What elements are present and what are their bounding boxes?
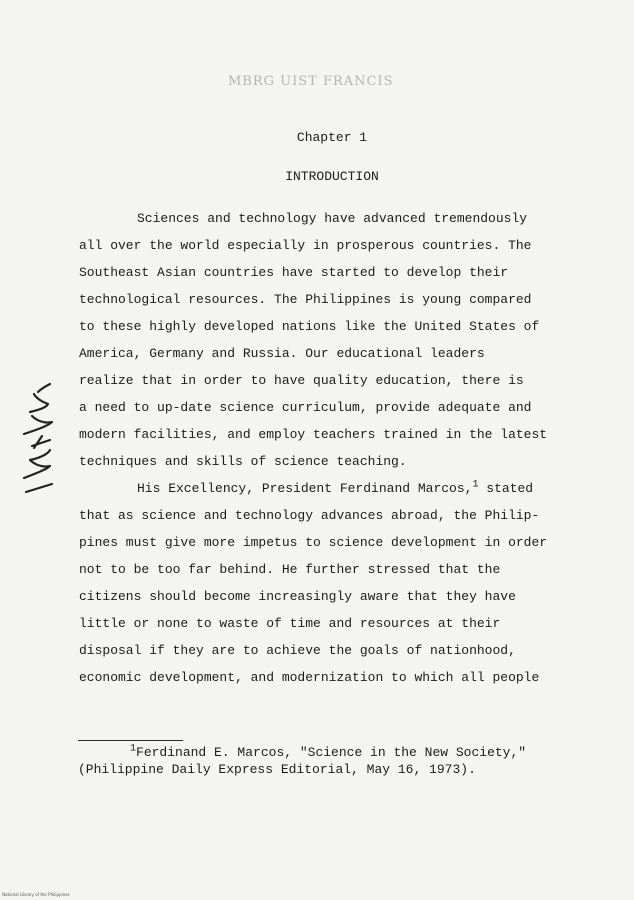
paragraph-line: America, Germany and Russia. Our educational leaders xyxy=(79,346,485,361)
paragraph-line: modern facilities, and employ teachers trained in the latest xyxy=(79,427,548,442)
archive-label: National Library of the Philippines xyxy=(2,892,70,897)
footnote-citation: Ferdinand E. Marcos, "Science in the New Society," xyxy=(136,745,527,760)
paragraph-line: all over the world especially in prosperous countries. The xyxy=(79,238,532,253)
paragraph-text-continued: stated xyxy=(478,481,534,496)
handwritten-margin-note xyxy=(12,380,62,500)
paragraph-line: to these highly developed nations like the United States of xyxy=(79,319,540,334)
paragraph-line: a need to up-date science curriculum, provide adequate and xyxy=(79,400,532,415)
footnote-divider xyxy=(78,740,183,741)
paragraph-line: Sciences and technology have advanced tremendously xyxy=(137,211,528,226)
paragraph-text: His Excellency, President Ferdinand Marcos, xyxy=(137,481,473,496)
paragraph-line: realize that in order to have quality education, there is xyxy=(79,373,524,388)
paragraph-line: that as science and technology advances abroad, the Philip- xyxy=(79,508,540,523)
footnote xyxy=(78,744,598,778)
chapter-title: INTRODUCTION xyxy=(285,169,379,184)
footnote-line: (Philippine Daily Express Editorial, May 16, 1973). xyxy=(78,762,476,777)
paragraph-line: Southeast Asian countries have started to develop their xyxy=(79,265,509,280)
footnote-line xyxy=(78,744,598,761)
chapter-label: Chapter 1 xyxy=(296,130,368,145)
paragraph-line: economic development, and modernization to which all people xyxy=(79,670,540,685)
paragraph-line: technological resources. The Philippines is young compared xyxy=(79,292,532,307)
paragraph-line: pines must give more impetus to science development in order xyxy=(79,535,548,550)
paragraph-line: not to be too far behind. He further stressed that the xyxy=(79,562,501,577)
footnote-marker: 1 xyxy=(130,743,137,755)
footnote-reference[interactable]: 1 xyxy=(472,479,479,491)
paragraph-line: disposal if they are to achieve the goals of nationhood, xyxy=(79,643,516,658)
paragraph-line: techniques and skills of science teaching. xyxy=(79,454,407,469)
paragraph-line-with-footnote xyxy=(79,475,579,502)
faded-stamp: MBRG UIST FRANCIS xyxy=(228,74,394,89)
paragraph-line: little or none to waste of time and resources at their xyxy=(79,616,501,631)
body-text xyxy=(79,205,579,691)
paragraph-line: citizens should become increasingly aware that they have xyxy=(79,589,516,604)
